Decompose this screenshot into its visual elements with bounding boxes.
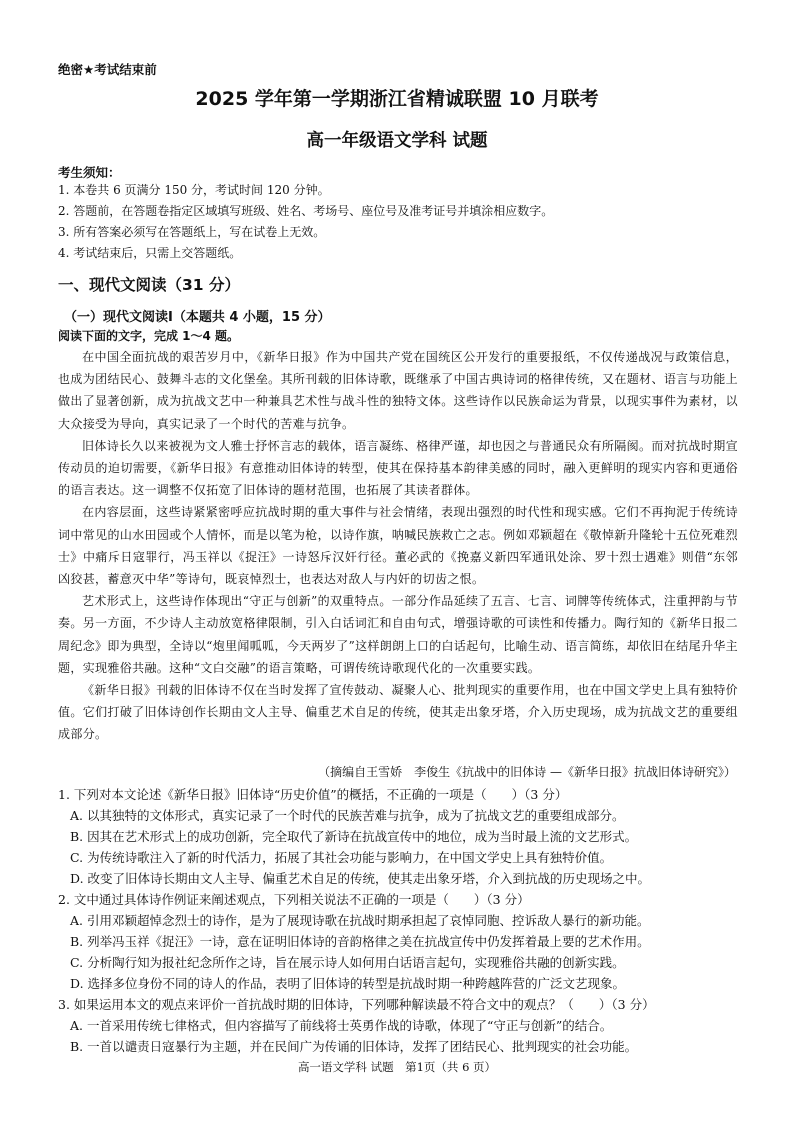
question-option: A. 引用邓颖超悼念烈士的诗作，是为了展现诗歌在抗战时期承担起了哀悼同胞、控诉敌人暴行的新功能。 (70, 913, 650, 928)
notice-heading: 考生须知： (58, 165, 121, 180)
question-stem: 2. 文中通过具体诗作例证来阐述观点，下列相关说法不正确的一项是（ ）（3 分） (58, 892, 530, 907)
notice-item: 3. 所有答案必须写在答题纸上，写在试卷上无效。 (58, 225, 326, 239)
exam-subtitle: 高一年级语文学科 试题 (306, 131, 488, 151)
reading-instruction: 阅读下面的文字，完成 1～4 题。 (58, 329, 240, 343)
notice-item: 1. 本卷共 6 页满分 150 分，考试时间 120 分钟。 (58, 183, 330, 197)
reading-passage (58, 346, 738, 746)
question-option: A. 以其独特的文体形式，真实记录了一个时代的民族苦难与抗争，成为了抗战文艺的重要组成部分。 (70, 808, 625, 823)
question-option: D. 改变了旧体诗长期由文人主导、偏重艺术自足的传统，使其走出象牙塔，介入到抗战的历史现场之中。 (70, 871, 651, 886)
question-option: B. 一首以谴责日寇暴行为主题，并在民间广为传诵的旧体诗，发挥了团结民心、批判现实的社会功能。 (70, 1039, 638, 1054)
confidential-label: 绝密★考试结束前 (58, 62, 157, 77)
section-heading: 一、现代文阅读（31 分） (58, 276, 240, 294)
question-option: B. 列举冯玉祥《捉汪》一诗，意在证明旧体诗的音韵格律之美在抗战宣传中仍发挥着最上要的艺术作用。 (70, 934, 650, 949)
passage-paragraph: 《新华日报》刊载的旧体诗不仅在当时发挥了宣传鼓动、凝聚人心、批判现实的重要作用，也在中国文学史上具有独特价值。它们打破了旧体诗创作长期由文人主导、偏重艺术自足的传统，使其走出象牙塔，介入历史现场，成为抗战文艺的重要组成部分。 (58, 683, 738, 742)
subsection-heading: （一）现代文阅读Ⅰ（本题共 4 小题，15 分） (64, 310, 331, 325)
question-option: A. 一首采用传统七律格式，但内容描写了前线将士英勇作战的诗歌，体现了“守正与创新”的结合。 (70, 1018, 613, 1033)
question-option: C. 分析陶行知为报社纪念所作之诗，旨在展示诗人如何用白话语言起句，实现雅俗共融的创新实践。 (70, 955, 625, 970)
passage-paragraph: 旧体诗长久以来被视为文人雅士抒怀言志的载体，语言凝练、格律严谨，却也因之与普通民众有所隔阂。而对抗战时期宣传动员的迫切需要，《新华日报》有意推动旧体诗的转型，使其在保持基本韵律美感的同时，融入更鲜明的现实内容和更通俗的语言表达。这一调整不仅拓宽了旧体诗的题材范围，也拓展了其读者群体。 (58, 438, 738, 498)
notice-item: 4. 考试结束后，只需上交答题纸。 (58, 246, 242, 260)
question-stem: 1. 下列对本文论述《新华日报》旧体诗“历史价值”的概括，不正确的一项是（ ）（3 分） (58, 787, 568, 802)
notice-item: 2. 答题前，在答题卷指定区域填写班级、姓名、考场号、座位号及准考证号并填涂相应数字。 (58, 204, 554, 218)
question-option: C. 为传统诗歌注入了新的时代活力，拓展了其社会功能与影响力，在中国文学史上具有独特价值。 (70, 850, 613, 865)
passage-source: （摘编自王雪娇 李俊生《抗战中的旧体诗 —《新华日报》抗战旧体诗研究》） (318, 765, 736, 779)
question-option: D. 选择多位身份不同的诗人的作品，表明了旧体诗的转型是抗战时期一种跨越阵营的广泛文艺现象。 (70, 976, 626, 991)
question-option: B. 因其在艺术形式上的成功创新，完全取代了新诗在抗战宣传中的地位，成为当时最上流的文艺形式。 (70, 829, 638, 844)
exam-title: 2025 学年第一学期浙江省精诚联盟 10 月联考 (195, 88, 599, 110)
question-stem: 3. 如果运用本文的观点来评价一首抗战时期的旧体诗，下列哪种解读最不符合文中的观点？（ ）（3 分） (58, 997, 655, 1012)
passage-paragraph: 艺术形式上，这些诗作体现出“守正与创新”的双重特点。一部分作品延续了五言、七言、词牌等传统体式，注重押韵与节奏。另一方面，不少诗人主动放宽格律限制，引入白话词汇和自由句式，增强诗歌的可读性和传播力。陶行知的《新华日报二周纪念》即为典型，全诗以“炮里闻呱呱，今天两岁了”这样朗朗上口的白话起句，比喻生动、语言简练，却依旧在结尾升华主题，实现雅俗共融。这种“文白交融”的语言策略，可谓传统诗歌现代化的一次重要实践。 (58, 594, 738, 675)
page-footer: 高一语文学科 试题 第1页（共 6 页） (297, 1060, 497, 1074)
passage-paragraph: 在内容层面，这些诗紧紧密呼应抗战时期的重大事件与社会情绪，表现出强烈的时代性和现实感。它们不再拘泥于传统诗词中常见的山水田园或个人情怀，而是以笔为枪，以诗作旗，呐喊民族救亡之志。例如邓颖超在《敬悼新升隆轮十五位死难烈士》中痛斥日寇罪行，冯玉祥以《捉汪》一诗怒斥汉奸行径。董必武的《挽嘉义新四军通讯处涂、罗十烈士遇难》则借“东邻凶狡甚，蓄意灭中华”等诗句，既哀悼烈士，也表达对敌人与内奸的切齿之恨。 (58, 505, 738, 587)
passage-paragraph: 在中国全面抗战的艰苦岁月中，《新华日报》作为中国共产党在国统区公开发行的重要报纸，不仅传递战况与政策信息，也成为团结民心、鼓舞斗志的文化堡垒。其所刊载的旧体诗歌，既继承了中国古典诗词的格律传统，又在题材、语言与功能上做出了显著创新，成为抗战文艺中一种兼具艺术性与战斗性的独特文体。这些诗作以民族命运为背景，以现实事件为素材，以大众接受为导向，真实记录了一个时代的苦难与抗争。 (58, 350, 738, 431)
